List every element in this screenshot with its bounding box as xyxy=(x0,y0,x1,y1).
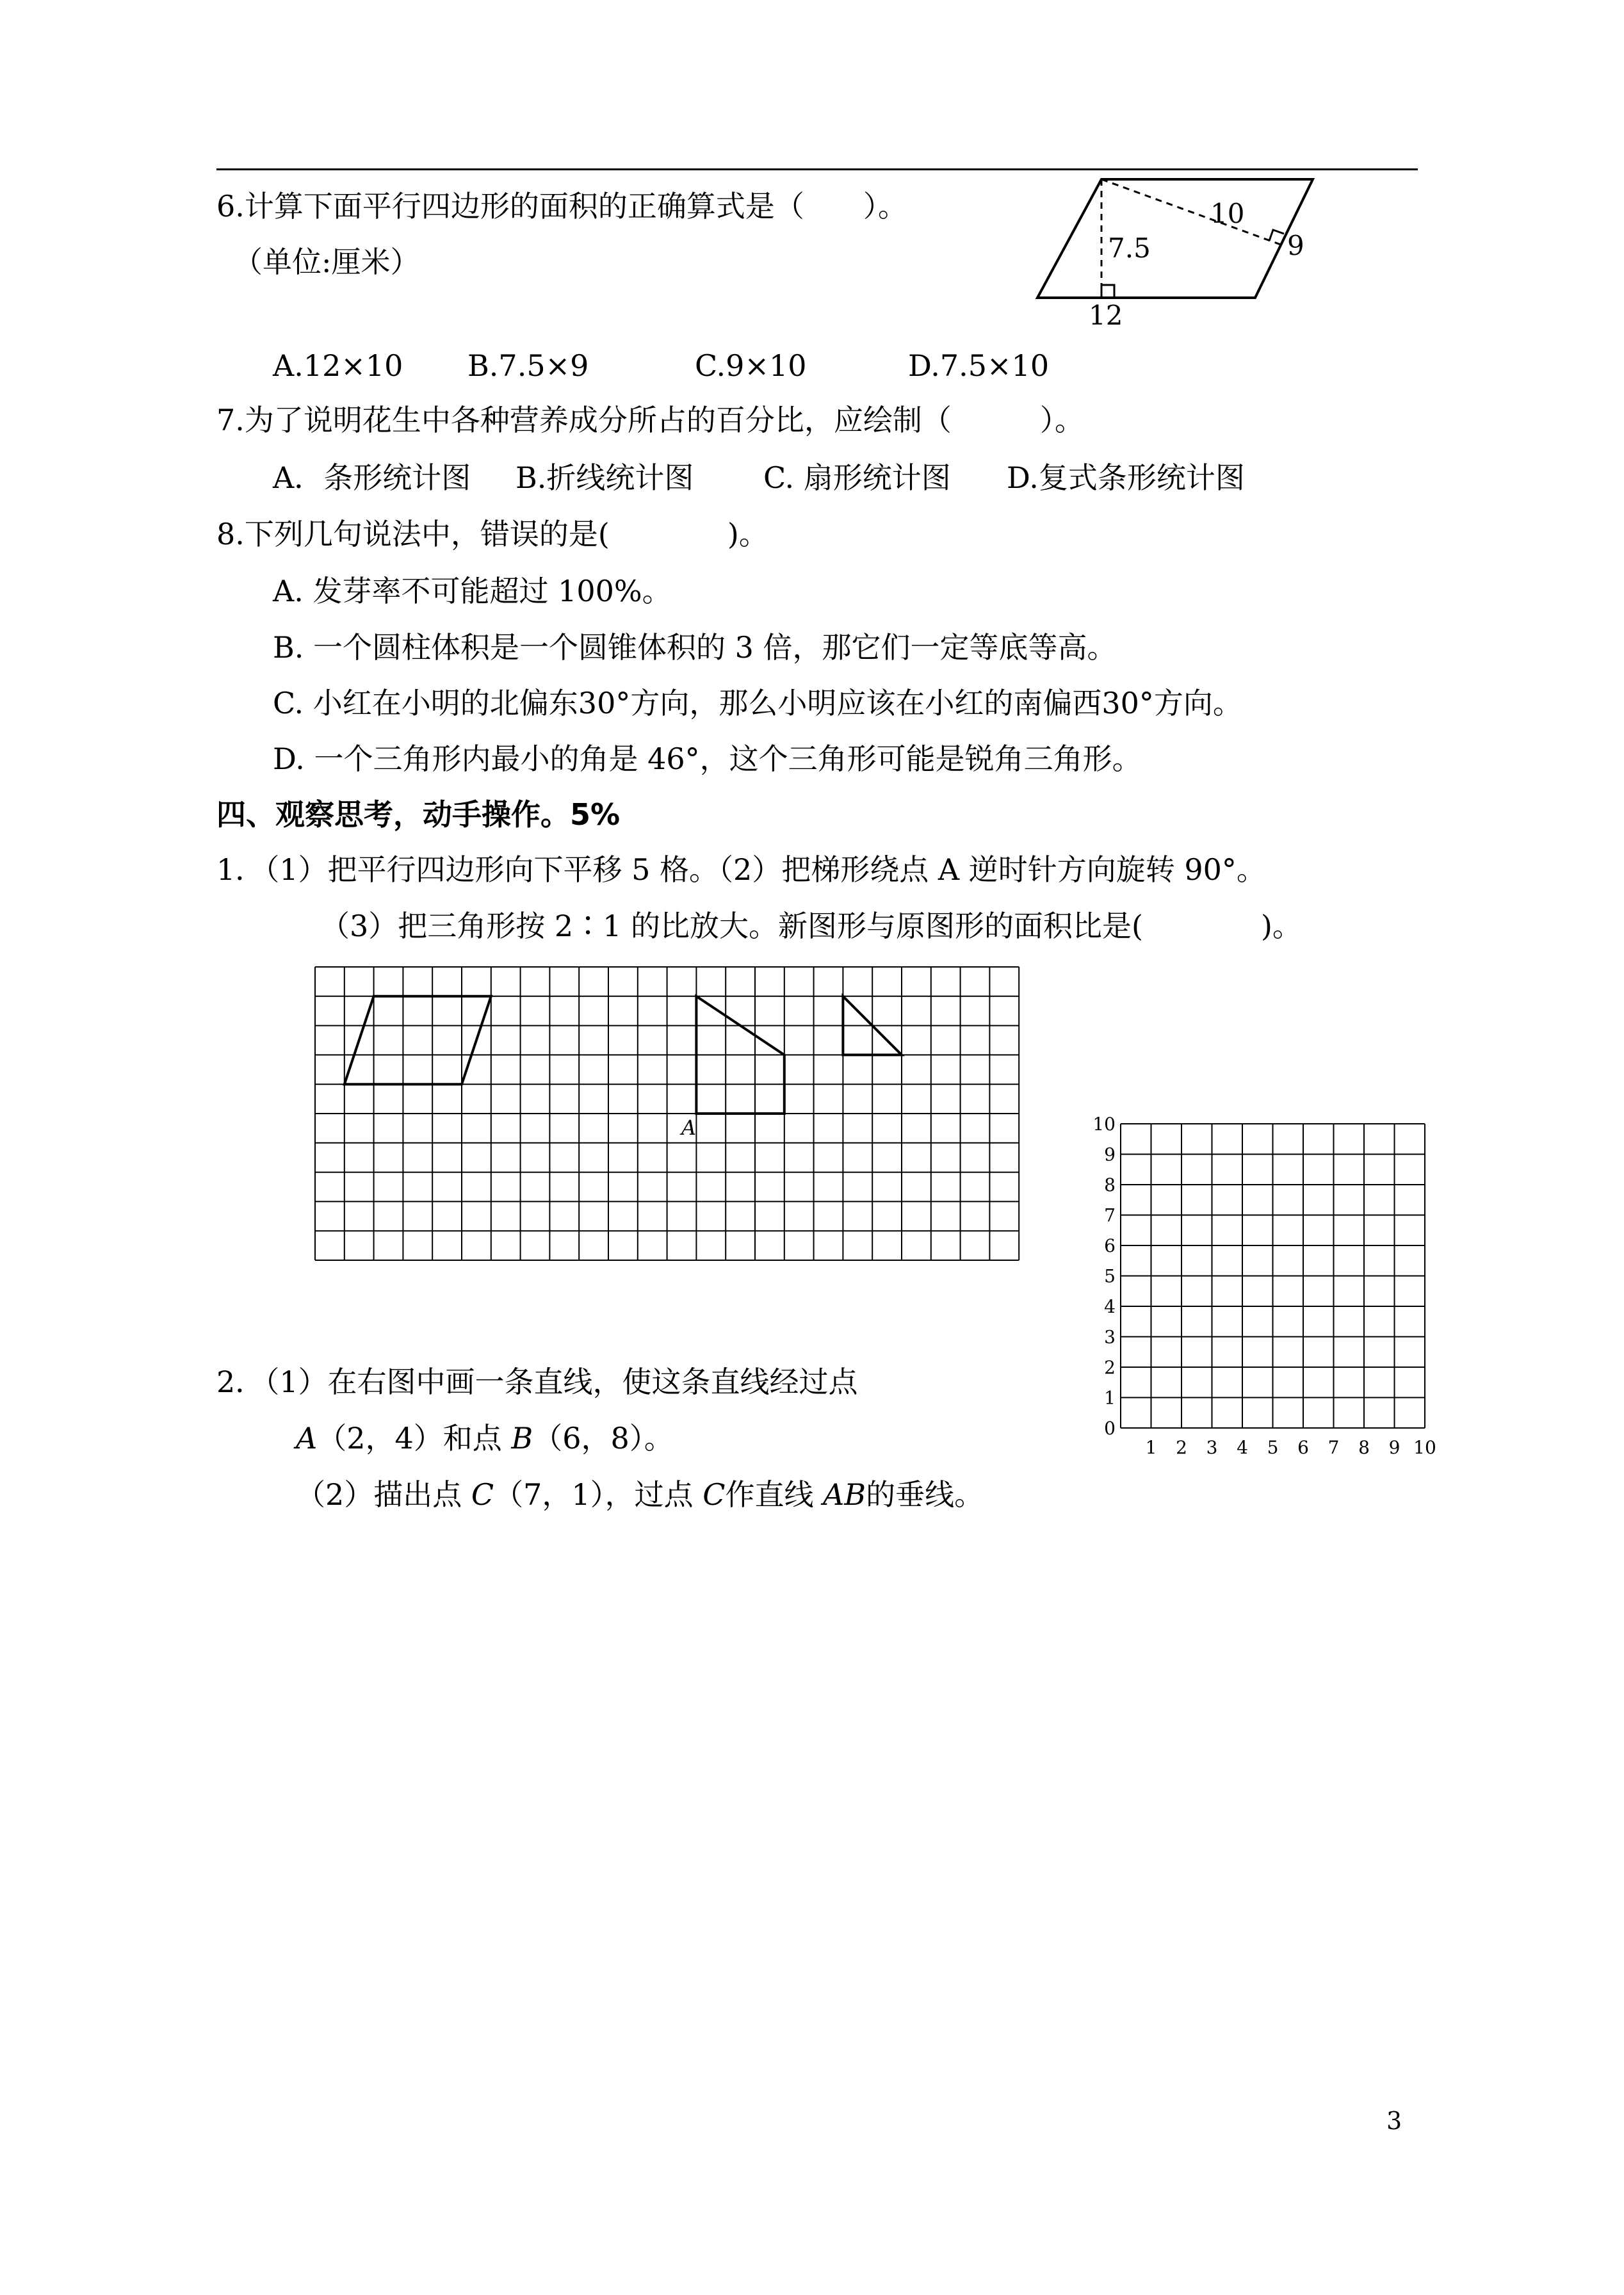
x-tick-label: 6 xyxy=(1297,1437,1309,1458)
label-7-5: 7.5 xyxy=(1108,232,1151,264)
p2-line1: 2．（1）在右图中画一条直线，使这条直线经过点 xyxy=(216,1365,858,1399)
y-tick-label: 4 xyxy=(1104,1296,1116,1317)
parallelogram-figure xyxy=(1018,173,1338,333)
x-tick-label: 4 xyxy=(1237,1437,1248,1458)
q7-option-a: A．条形统计图 xyxy=(273,460,471,495)
point-a: A xyxy=(296,1421,318,1456)
label-12: 12 xyxy=(1089,300,1123,331)
label-10: 10 xyxy=(1210,198,1245,229)
y-tick-label: 1 xyxy=(1104,1387,1116,1409)
q6-stem: 6.计算下面平行四边形的面积的正确算式是（ ）。 xyxy=(216,189,907,223)
x-tick-label: 9 xyxy=(1388,1437,1401,1458)
q6-unit: （单位:厘米） xyxy=(233,245,420,279)
x-tick-label: 2 xyxy=(1176,1437,1187,1458)
q6-option-d: D.7.5×10 xyxy=(908,348,1050,383)
p1-line2: （3）把三角形按 2∶1 的比放大。新图形与原图形的面积比是( )。 xyxy=(320,909,1302,943)
p2-line2: A（2，4）和点 B（6，8）。 xyxy=(296,1421,674,1456)
coordinate-grid xyxy=(1089,1108,1447,1466)
point-c: C xyxy=(471,1477,494,1512)
p2-line3: （2）描出点 C（7，1），过点 C作直线 AB的垂线。 xyxy=(296,1477,984,1512)
p1-line1: 1．（1）把平行四边形向下平移 5 格。（2）把梯形绕点 A 逆时针方向旋转 90°。 xyxy=(216,852,1266,887)
q6-option-b: B.7.5×9 xyxy=(467,348,589,383)
header-rule xyxy=(216,168,1418,170)
section-4-title: 四、观察思考，动手操作。5% xyxy=(216,797,621,832)
point-a-label: A xyxy=(681,1115,697,1140)
q6-option-a: A.12×10 xyxy=(273,348,403,383)
y-tick-label: 9 xyxy=(1104,1144,1116,1165)
q8-option-b: B. 一个圆柱体积是一个圆锥体积的 3 倍，那它们一定等底等高。 xyxy=(273,630,1117,665)
x-tick-label: 10 xyxy=(1413,1437,1436,1458)
x-tick-label: 8 xyxy=(1358,1437,1370,1458)
y-tick-label: 0 xyxy=(1104,1418,1116,1439)
y-tick-label: 6 xyxy=(1104,1235,1116,1256)
line-ab: AB xyxy=(823,1477,866,1512)
x-tick-label: 3 xyxy=(1206,1437,1218,1458)
q7-option-b: B.折线统计图 xyxy=(516,460,694,495)
y-tick-label: 3 xyxy=(1104,1326,1116,1348)
q8-option-a: A. 发芽率不可能超过 100%。 xyxy=(273,574,672,608)
label-9: 9 xyxy=(1287,230,1304,261)
parallelogram-shape xyxy=(345,996,491,1084)
x-tick-label: 5 xyxy=(1267,1437,1279,1458)
y-tick-label: 8 xyxy=(1104,1174,1116,1196)
q7-option-d: D.复式条形统计图 xyxy=(1007,460,1245,495)
page-number: 3 xyxy=(1386,2107,1402,2135)
x-tick-label: 7 xyxy=(1328,1437,1340,1458)
q6-option-c: C.9×10 xyxy=(695,348,807,383)
q8-option-c: C. 小红在小明的北偏东30°方向，那么小明应该在小红的南偏西30°方向。 xyxy=(273,686,1242,720)
transformation-grid xyxy=(315,967,1026,1261)
x-tick-label: 1 xyxy=(1145,1437,1157,1458)
y-tick-label: 5 xyxy=(1104,1265,1116,1287)
q8-stem: 8.下列几句说法中，错误的是( )。 xyxy=(216,517,768,551)
q8-option-d: D. 一个三角形内最小的角是 46°，这个三角形可能是锐角三角形。 xyxy=(273,742,1142,776)
y-tick-label: 7 xyxy=(1104,1204,1116,1226)
point-b: B xyxy=(511,1421,533,1456)
y-tick-label: 2 xyxy=(1104,1357,1116,1378)
y-tick-label: 10 xyxy=(1092,1114,1116,1135)
q7-option-c: C. 扇形统计图 xyxy=(763,460,951,495)
q7-stem: 7.为了说明花生中各种营养成分所占的百分比，应绘制（ ）。 xyxy=(216,403,1084,437)
